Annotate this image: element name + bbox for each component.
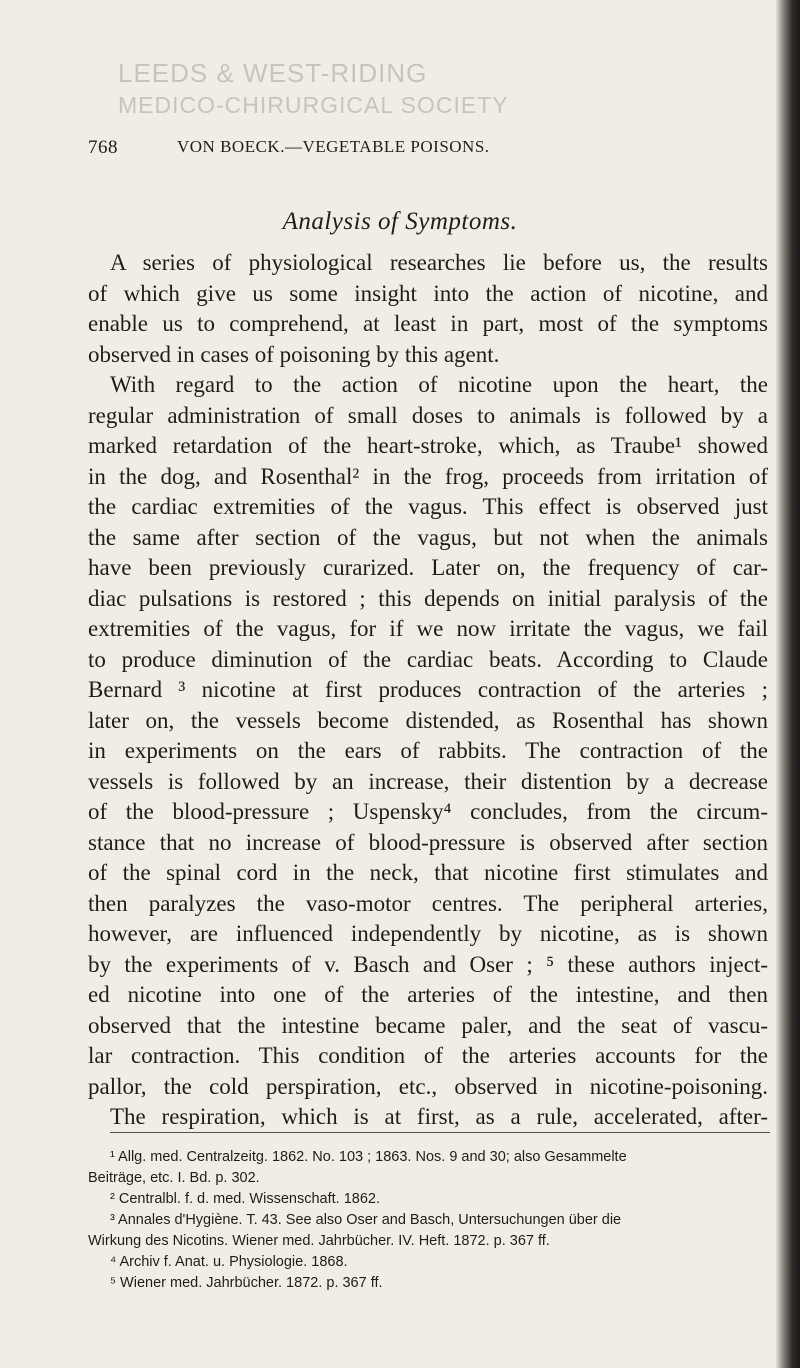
- body-line: of the spinal cord in the neck, that nicotine first stimulates and: [88, 860, 768, 885]
- body-line: in experiments on the ears of rabbits. The contraction of the: [88, 738, 768, 763]
- body-line: observed that the intestine became paler, and the seat of vascu-: [88, 1012, 768, 1038]
- footnote-line: ⁴ Archiv f. Anat. u. Physiologie. 1868.: [110, 1254, 348, 1270]
- body-line: marked retardation of the heart-stroke, which, as Traube¹ showed: [88, 433, 768, 458]
- running-title: VON BOECK.—VEGETABLE POISONS.: [177, 137, 490, 156]
- body-line: of the blood-pressure ; Uspensky⁴ concludes, from the circum-: [88, 799, 768, 824]
- body-line: in the dog, and Rosenthal² in the frog, proceeds from irritation of: [88, 463, 768, 489]
- body-line: however, are influenced independently by nicotine, as is shown: [88, 921, 768, 946]
- body-line: The respiration, which is at first, as a rule, accelerated, after-: [110, 1104, 768, 1129]
- body-line: enable us to comprehend, at least in part, most of the symptoms: [88, 311, 768, 336]
- body-line: observed in cases of poisoning by this agent.: [88, 341, 500, 367]
- body-line: extremities of the vagus, for if we now irritate the vagus, we fail: [88, 616, 768, 641]
- body-line: A series of physiological researches lie before us, the results: [110, 250, 768, 275]
- body-line: to produce diminution of the cardiac beats. According to Claude: [88, 646, 768, 672]
- body-line: With regard to the action of nicotine upon the heart, the: [110, 372, 768, 397]
- footnotes: [88, 1147, 768, 1294]
- footnote-line: ³ Annales d'Hygiène. T. 43. See also Oser and Basch, Untersuchungen über die: [110, 1212, 622, 1228]
- footnote-line: Beiträge, etc. I. Bd. p. 302.: [88, 1170, 260, 1186]
- footnote-rule: [110, 1132, 770, 1133]
- body-line: have been previously curarized. Later on, the frequency of car-: [88, 555, 768, 580]
- body-line: vessels is followed by an increase, their distention by a decrease: [88, 768, 768, 794]
- scan-page-edge: [776, 0, 800, 1368]
- library-stamp-line-1: LEEDS & WEST-RIDING: [118, 58, 428, 88]
- body-line: later on, the vessels become distended, as Rosenthal has shown: [88, 707, 768, 733]
- running-header: [88, 137, 768, 161]
- library-stamp-line-2: MEDICO-CHIRURGICAL SOCIETY: [118, 92, 509, 118]
- body-line: ed nicotine into one of the arteries of the intestine, and then: [88, 982, 768, 1007]
- body-line: stance that no increase of blood-pressure is observed after section: [88, 829, 768, 855]
- body-line: lar contraction. This condition of the arteries accounts for the: [88, 1043, 768, 1068]
- body-line: the same after section of the vagus, but not when the animals: [88, 524, 768, 550]
- footnote-line: ² Centralbl. f. d. med. Wissenschaft. 1862.: [110, 1191, 380, 1207]
- page-number: 768: [88, 137, 118, 158]
- body-line: Bernard ³ nicotine at first produces contraction of the arteries ;: [88, 677, 768, 702]
- footnote-line: Wirkung des Nicotins. Wiener med. Jahrbücher. IV. Heft. 1872. p. 367 ff.: [88, 1233, 550, 1249]
- body-line: the cardiac extremities of the vagus. This effect is observed just: [88, 494, 768, 519]
- body-line: diac pulsations is restored ; this depends on initial paralysis of the: [88, 585, 768, 611]
- footnote-line: ¹ Allg. med. Centralzeitg. 1862. No. 103 ; 1863. Nos. 9 and 30; also Gesammelte: [110, 1149, 627, 1165]
- body-line: of which give us some insight into the action of nicotine, and: [88, 280, 768, 306]
- body-text: [88, 248, 768, 1133]
- body-line: pallor, the cold perspiration, etc., observed in nicotine-poisoning.: [88, 1073, 768, 1099]
- body-line: regular administration of small doses to animals is followed by a: [88, 402, 768, 428]
- body-line: by the experiments of v. Basch and Oser ; ⁵ these authors inject-: [88, 951, 768, 977]
- footnote-line: ⁵ Wiener med. Jahrbücher. 1872. p. 367 ff.: [110, 1275, 383, 1291]
- section-title: Analysis of Symptoms.: [282, 208, 518, 235]
- body-line: then paralyzes the vaso-motor centres. The peripheral arteries,: [88, 890, 768, 916]
